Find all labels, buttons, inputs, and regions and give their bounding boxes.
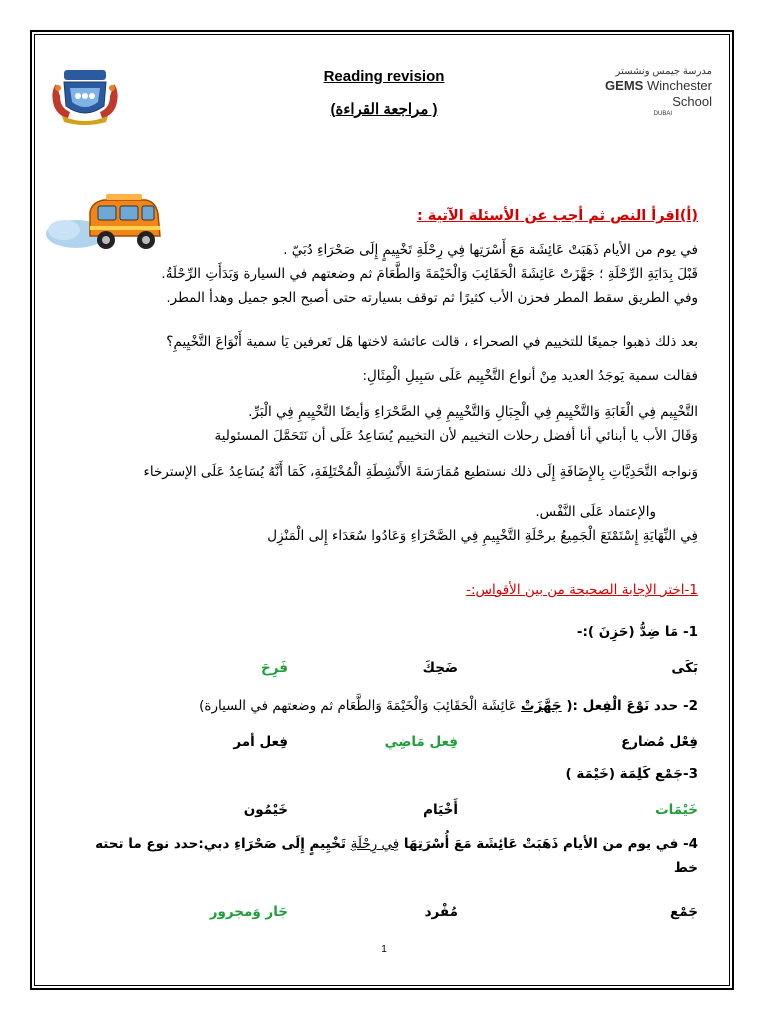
question-1: 1- مَا ضِدُّ (حَزِنَ ):- bbox=[576, 624, 698, 640]
q3-option-2[interactable]: أَخْيَام bbox=[423, 802, 458, 818]
q4-option-3[interactable]: جَار وَمجرور bbox=[209, 904, 288, 920]
question-2: 2- حدد نَوْعَ الْفِعل :( جَهَّزَتْ عَائِشَة الْحَقَائِبَ وَالْخَيْمَةَ وَالطَّعَام ثم وضعتهم في السيارة) bbox=[199, 698, 698, 714]
q4-option-2[interactable]: مُفْرد bbox=[424, 904, 458, 920]
question-4-continued: خط bbox=[673, 860, 698, 876]
page-number: 1 bbox=[381, 944, 387, 955]
q1-option-2[interactable]: ضَحِكَ bbox=[422, 660, 458, 676]
passage-line: وَنواجه التَّحَدِيَّاتِ بِالإِضَافَةِ إِلَى ذلك نستطيع مُمَارَسَةَ الأَنْشِطَةِ الْمُخْتَلِفَةِ، كَمَا أَنَّهُ يُسَاعِدُ عَلَى الإسترخاء bbox=[143, 464, 698, 480]
passage-line: التَّخْيِيم فِي الْغَابَةِ وَالتَّخْيِيمِ فِي الْجِبَالِ وَالتَّخْيِيمِ فِي الصَّحْرَاءِ وَأيضًا التَّخْيِيمِ فِي الْبَرِّ. bbox=[248, 404, 698, 420]
question-3: 3-جَمْع كَلِمَة (خَيْمَة ) bbox=[565, 766, 698, 782]
q2-option-3[interactable]: فِعل أمر bbox=[233, 734, 288, 750]
q2-option-2[interactable]: فِعل مَاضِي bbox=[384, 734, 458, 750]
school-name-english: GEMS Winchester School bbox=[605, 78, 712, 109]
car-illustration-icon bbox=[46, 190, 166, 256]
passage-line: فقالت سمية يَوجَدُ العديد مِنْ أنواع التَّخْيِيم عَلَى سَبِيلِ الْمِثَالِ: bbox=[362, 368, 698, 384]
school-name-arabic: مدرسة جيمس ونشستر bbox=[615, 66, 712, 77]
passage-line: وَقَالَ الأب يا أبنائي أنا أفضل رحلات التخييم لأن التخييم يُسَاعِدُ عَلَى أن نَتَحَمَّلَ المسئولية bbox=[214, 428, 698, 444]
school-city: DUBAI bbox=[653, 111, 672, 117]
passage-line: وفي الطريق سقط المطر فحزن الأب كثيرًا ثم توقف بسيارته حتى أصبح الجو جميل وهدأ المطر. bbox=[166, 290, 698, 306]
exercise-title: 1-اختر الإجابة الصحيحة من بين الأقواس:- bbox=[466, 582, 698, 598]
passage-line: فِي النِّهَايَةِ إِسْتَمْتَعَ الْجَمِيعُ برحْلَةِ التَّخْيِيمِ فِي الصَّحْرَاءِ وَعَادُوا سُعَدَاء إِلى الْمَنْزِل bbox=[267, 528, 698, 544]
section-heading: (أ)اقرأ النص ثم أجب عن الأسئلة الآتية : bbox=[416, 208, 698, 224]
passage-line: قَبْلَ بِدَايَةِ الرِّحْلَةِ ؛ جَهَّزَتْ عَائِشَةَ الْحَقَائِبَ وَالْخَيْمَةَ وَالطَّعَامَ ثم وضعتهم في السيارة وَبَدَأَتِ الرِّحْلَةُ. bbox=[161, 266, 698, 282]
passage-line: في يوم من الأيام ذَهَبَتْ عَائِشَة مَعَ أَسْرَتِها فِي رِحْلَةِ تَخْيِيمٍ إِلَى صَحْرَاءِ دُبَيّ . bbox=[283, 242, 698, 258]
q1-option-1[interactable]: بَكَى bbox=[671, 660, 698, 676]
q2-option-1[interactable]: فِعْل مُضارع bbox=[621, 734, 698, 750]
passage-line: بعد ذلك ذهبوا جميعًا للتخييم في الصحراء ، قالت عائشة لاختها هَل تَعرفين يَا سمية أَنْوَاعَ التَّخْيِيمِ؟ bbox=[166, 334, 698, 350]
passage-line: والإعتماد عَلَى النَّفْس. bbox=[535, 504, 656, 520]
q3-option-1[interactable]: خَيْمَات bbox=[655, 802, 698, 818]
q1-option-3[interactable]: فَرِحَ bbox=[261, 660, 288, 676]
question-4: 4- في يوم من الأيام ذَهَبَتْ عَائِشَة مَعَ أُسْرَتِهَا فِي رِحْلَةِ تَخْيِيمٍ إِلَى صَحْرَاءِ دبي:حدد نوع ما تحته bbox=[95, 836, 698, 852]
page-title-english: Reading revision bbox=[323, 68, 445, 85]
q4-option-1[interactable]: جَمْع bbox=[669, 904, 698, 920]
page-title-arabic: (مراجعة القراءة ) bbox=[330, 101, 438, 118]
q3-option-3[interactable]: خَيْمُون bbox=[243, 802, 288, 818]
